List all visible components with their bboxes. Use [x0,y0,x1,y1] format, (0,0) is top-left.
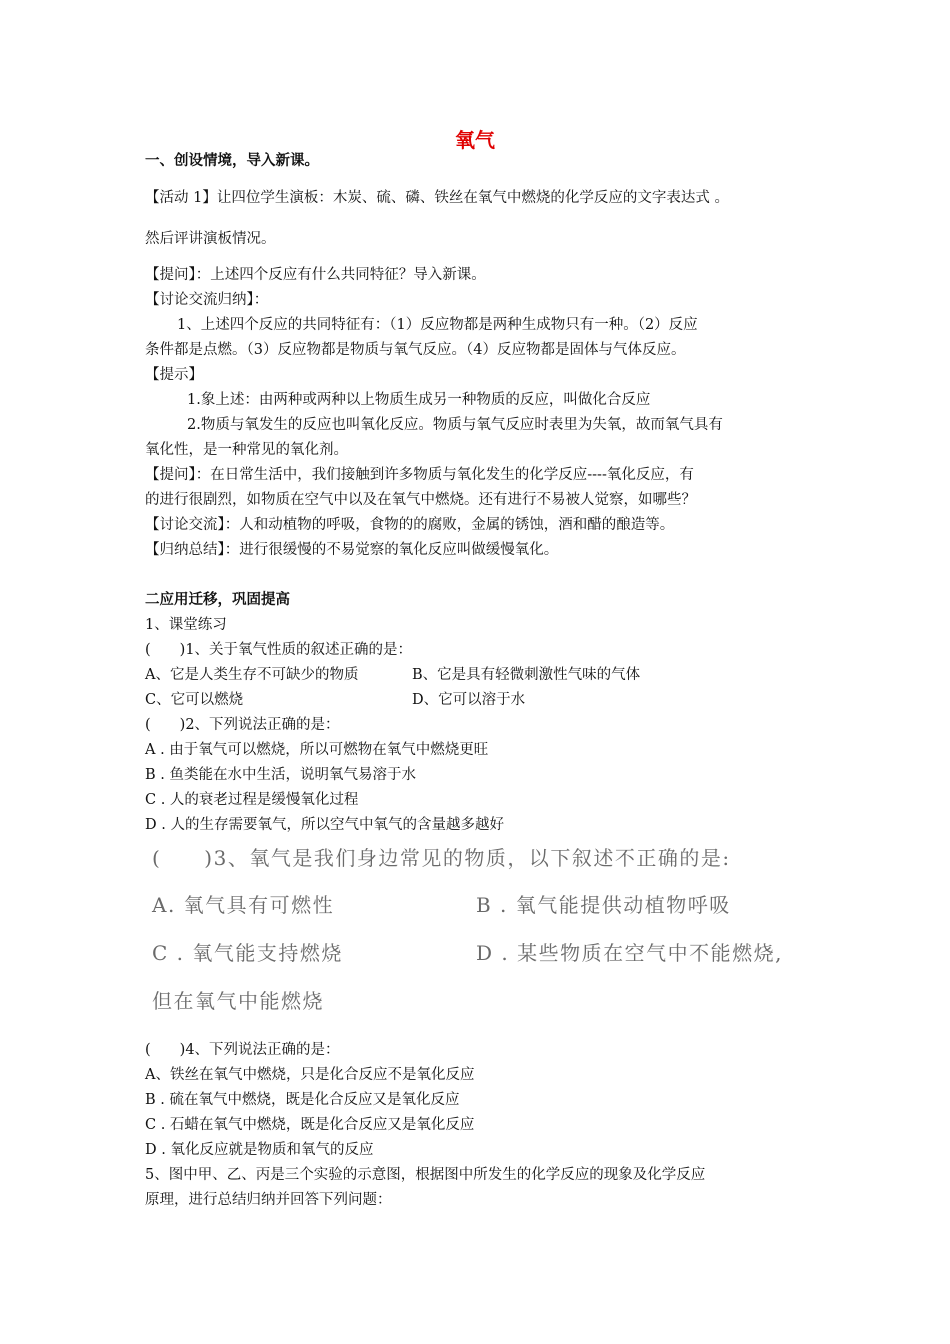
activity1-line1: 【活动 1】让四位学生演板：木炭、硫、磷、铁丝在氧气中燃烧的化学反应的文字表达式 。 [145,190,729,206]
q1-option-c: C、它可以燃烧 [145,692,244,708]
q4-stem: ( )4、下列说法正确的是： [145,1042,340,1058]
q3-option-b: B . 氧气能提供动植物呼吸 [476,893,731,917]
page-title: 氧气 [455,128,495,152]
q1-option-b: B、它是具有轻微刺激性气味的气体 [412,667,641,683]
q4-option-b: B . 硫在氧气中燃烧，既是化合反应又是氧化反应 [145,1092,460,1108]
question2-line1: 【提问】：在日常生活中，我们接触到许多物质与氧化发生的化学反应----氧化反应，有 [145,467,694,483]
question2-line2: 的进行很剧烈，如物质在空气中以及在氧气中燃烧。还有进行不易被人觉察，如哪些？ [145,492,696,508]
activity1-line2: 然后评讲演板情况。 [145,231,276,247]
hint2-line1: 2.物质与氧发生的反应也叫氧化反应。物质与氧气反应时表里为失氧，故而氧气具有 [187,417,723,433]
discuss2: 【讨论交流】：人和动植物的呼吸，食物的的腐败，金属的锈蚀，酒和醋的酿造等。 [145,517,675,533]
discuss1-line2: 条件都是点燃。（3）反应物都是物质与氧气反应。（4）反应物都是固体与气体反应。 [145,342,686,358]
discuss1-line1: 1、上述四个反应的共同特征有：（1）反应物都是两种生成物只有一种。（2）反应 [177,317,698,333]
q2-option-d: D . 人的生存需要氧气，所以空气中氧气的含量越多越好 [145,817,504,833]
q4-option-d: D . 氧化反应就是物质和氧气的反应 [145,1142,374,1158]
q3-option-a: A. 氧气具有可燃性 [152,893,335,917]
summary: 【归纳总结】：进行很缓慢的不易觉察的氧化反应叫做缓慢氧化。 [145,542,559,558]
q4-option-a: A、铁丝在氧气中燃烧，只是化合反应不是氧化反应 [145,1067,475,1083]
q2-option-b: B . 鱼类能在水中生活，说明氧气易溶于水 [145,767,416,783]
q3-option-d-cont: 但在氧气中能燃烧 [152,989,324,1013]
hint1: 1.象上述：由两种或两种以上物质生成另一种物质的反应，叫做化合反应 [187,392,651,408]
q1-option-d: D、它可以溶于水 [412,692,526,708]
q5-line1: 5、图中甲、乙、丙是三个实验的示意图，根据图中所发生的化学反应的现象及化学反应 [145,1167,706,1183]
discuss1-label: 【讨论交流归纳】： [145,292,269,308]
q2-option-a: A . 由于氧气可以燃烧，所以可燃物在氧气中燃烧更旺 [145,742,489,758]
q4-option-c: C . 石蜡在氧气中燃烧，既是化合反应又是氧化反应 [145,1117,475,1133]
q2-option-c: C . 人的衰老过程是缓慢氧化过程 [145,792,359,808]
q3-stem: ( )3、氧气是我们身边常见的物质，以下叙述不正确的是: [152,846,731,870]
q3-option-d: D . 某些物质在空气中不能燃烧, [476,941,783,965]
q1-stem: ( )1、关于氧气性质的叙述正确的是： [145,642,413,658]
q1-option-a: A、它是人类生存不可缺少的物质 [145,667,359,683]
question1: 【提问】：上述四个反应有什么共同特征？导入新课。 [145,267,486,283]
section2-heading: 二应用迁移，巩固提高 [145,592,290,608]
q5-line2: 原理，进行总结归纳并回答下列问题： [145,1192,392,1208]
hint-label: 【提示】 [145,367,203,383]
section1-heading: 一、创设情境，导入新课。 [145,153,319,169]
hint2-line2: 氧化性，是一种常见的氧化剂。 [145,442,348,458]
q3-option-c: C . 氧气能支持燃烧 [152,941,343,965]
q2-stem: ( )2、下列说法正确的是： [145,717,340,733]
section2-sub: 1、课堂练习 [145,617,227,633]
